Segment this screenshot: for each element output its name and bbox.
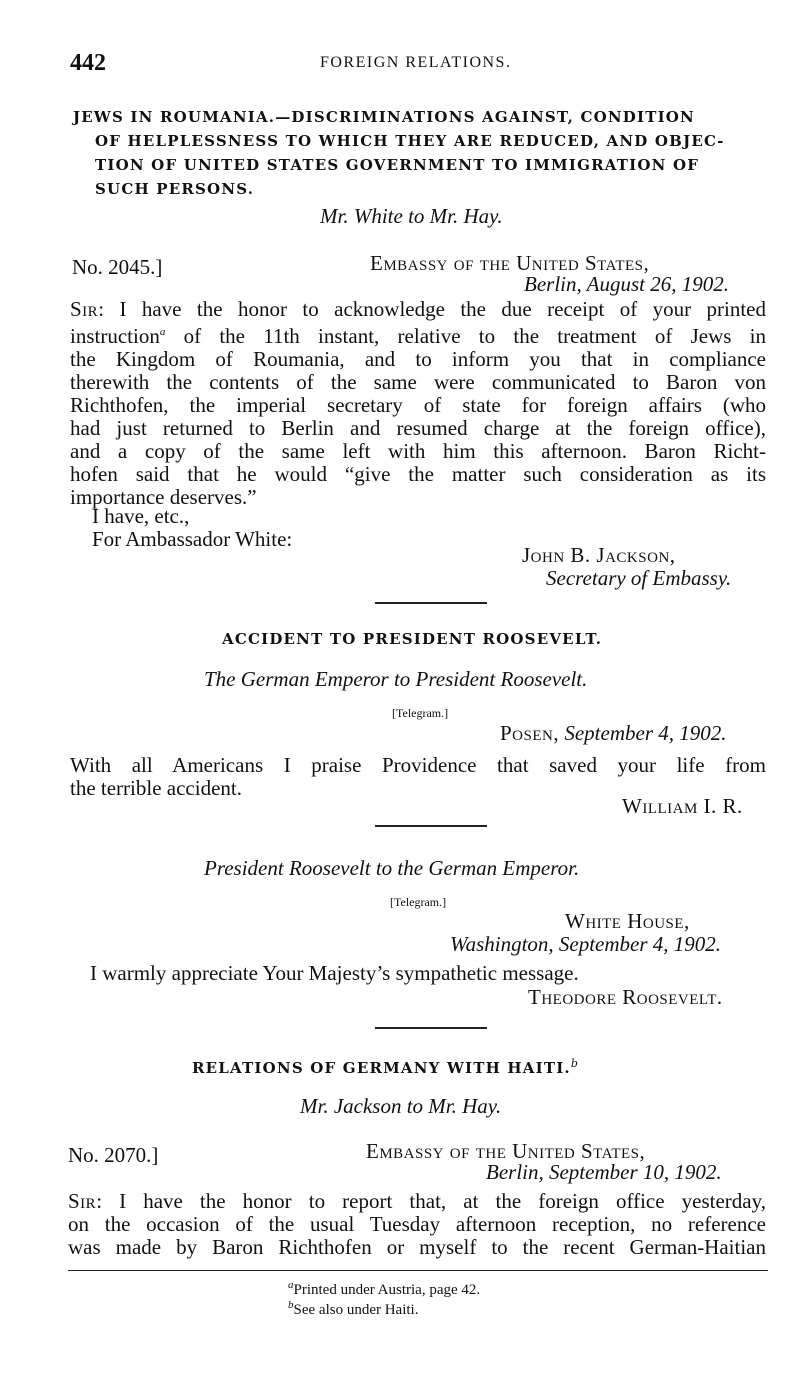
footnote (288, 1279, 480, 1299)
telegram-label: [Telegram.] (390, 895, 447, 909)
telegram-place-date (500, 722, 727, 745)
signature: John B. Jackson, (522, 543, 676, 567)
body-line: the Kingdom of Roumania, and to inform you that in compliance (70, 347, 766, 371)
body-line: was made by Baron Richthofen or myself to the recent German-Haitian (68, 1235, 766, 1259)
body-line: on the occasion of the usual Tuesday afternoon reception, no reference (68, 1212, 766, 1236)
telegram-place: White House, (565, 909, 690, 933)
section-divider (375, 1027, 487, 1029)
body-line: hofen said that he would “give the matter such consideration as its (70, 462, 766, 486)
correspondence-title: President Roosevelt to the German Emperor. (204, 856, 580, 880)
section-heading: ACCIDENT TO PRESIDENT ROOSEVELT. (222, 630, 603, 648)
body-line: instruction$^a$ of the 11th instant, relative to the treatment of Jews in (70, 324, 766, 348)
footnote-divider (68, 1270, 768, 1271)
footnote-marker: b (288, 1299, 294, 1311)
telegram-label: [Telegram.] (392, 706, 449, 720)
salutation: Sir (70, 297, 99, 321)
telegram-date: September 4, 1902. (564, 721, 727, 745)
letter-date: Berlin, August 26, 1902. (524, 272, 729, 296)
body-line: and a copy of the same left with him this afternoon. Baron Richt- (70, 439, 766, 463)
section-heading-text: RELATIONS OF GERMANY WITH HAITI. (192, 1059, 571, 1077)
letter-body (70, 298, 766, 509)
footnote-text: See also under Haiti. (293, 1302, 419, 1318)
section-heading-line: OF HELPLESSNESS TO WHICH THEY ARE REDUCED, AND OBJEC- (95, 132, 725, 150)
letter-date: Berlin, September 10, 1902. (486, 1160, 722, 1184)
correspondence-title: Mr. Jackson to Mr. Hay. (300, 1094, 502, 1118)
footnote (288, 1299, 418, 1319)
document-number: No. 2045.] (72, 255, 163, 279)
body-line-rest: : I have the honor to acknowledge the due receipt of your printed (98, 297, 766, 321)
telegram-date: Washington, September 4, 1902. (450, 932, 722, 956)
for-line: For Ambassador White: (92, 527, 293, 551)
body-line: With all Americans I praise Providence that saved your life from (70, 753, 766, 777)
telegram-place: Posen, (500, 721, 560, 745)
sender-place: Embassy of the United States, (370, 251, 650, 275)
sender-place: Embassy of the United States, (366, 1139, 646, 1163)
body-line: therewith the contents of the same were communicated to Baron von (70, 370, 766, 394)
footnote-ref: b (570, 1057, 580, 1070)
body-line: importance deserves.” (70, 485, 257, 509)
body-line: the terrible accident. (70, 776, 242, 800)
body-line (70, 298, 766, 321)
correspondence-title: Mr. White to Mr. Hay. (320, 204, 503, 228)
page-number: 442 (70, 50, 106, 76)
section-heading-line: JEWS IN ROUMANIA.—DISCRIMINATIONS AGAINST, CONDITION (73, 108, 695, 126)
body-line (68, 1190, 766, 1213)
section-divider (375, 602, 487, 604)
section-heading-line: SUCH PERSONS. (95, 180, 255, 198)
letter-body (68, 1190, 766, 1259)
body-line: had just returned to Berlin and resumed charge at the foreign office), (70, 416, 766, 440)
body-line: Richthofen, the imperial secretary of state for foreign affairs (who (70, 393, 766, 417)
footnote-marker: a (288, 1279, 294, 1291)
signature: Theodore Roosevelt. (528, 985, 723, 1009)
document-number: No. 2070.] (68, 1143, 159, 1167)
section-heading (192, 1057, 579, 1077)
signature: William I. R. (622, 794, 743, 818)
footnote-ref: a (159, 326, 166, 338)
running-title: FOREIGN RELATIONS. (320, 54, 512, 71)
body-line-rest: of the 11th instant, relative to the treatment of Jews in (165, 324, 766, 348)
telegram-body: I warmly appreciate Your Majesty’s sympathetic message. (90, 961, 579, 985)
signer-title: Secretary of Embassy. (546, 566, 732, 590)
section-heading-line: TION OF UNITED STATES GOVERNMENT TO IMMIGRATION OF (95, 156, 700, 174)
section-divider (375, 825, 487, 827)
body-line-rest: : I have the honor to report that, at the foreign office yesterday, (96, 1189, 766, 1213)
correspondence-title: The German Emperor to President Roosevelt. (204, 667, 588, 691)
footnote-text: Printed under Austria, page 42. (293, 1282, 481, 1298)
closing-line: I have, etc., (92, 504, 190, 528)
salutation: Sir (68, 1189, 97, 1213)
